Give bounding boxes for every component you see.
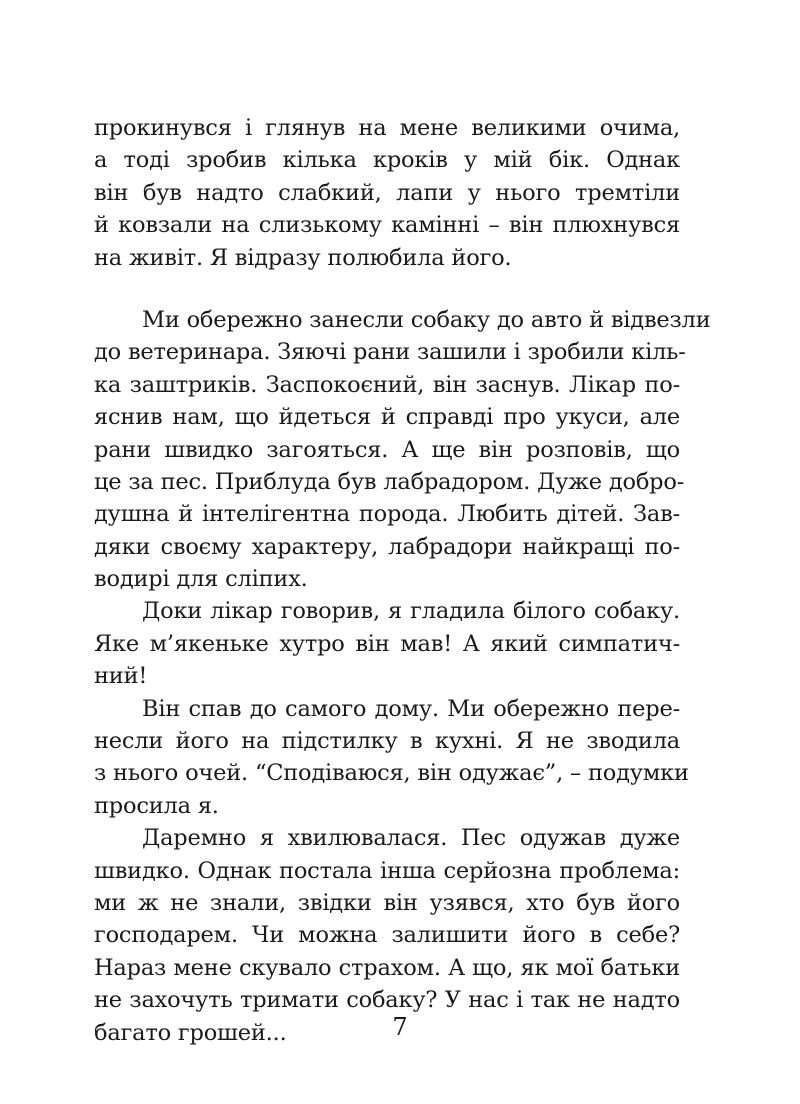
page-number: 7	[392, 1013, 408, 1041]
section-gap	[94, 274, 680, 304]
text-line: Даремно я хвилювалася. Пес одужав дуже	[142, 825, 680, 852]
text-line: прокинувся і глянув на мене великими очима,	[94, 115, 680, 141]
text-line: до ветеринара. Зяючі рани зашили і зробили кіль-	[94, 339, 686, 366]
text-line: він був надто слабкий, лапи у нього тремтіли	[94, 179, 680, 206]
text-line: дяки своєму характеру, лабрадори найкращі по-	[94, 533, 680, 560]
text-line: Ми обережно занесли собаку до авто й відвезли	[142, 306, 711, 333]
text-line: водирі для сліпих.	[94, 566, 308, 593]
paragraph-1	[94, 112, 680, 274]
text-line: Він спав до самого дому. Ми обережно пере-	[142, 695, 680, 722]
text-line: з нього очей. “Сподіваюся, він одужає”, – подумки	[94, 760, 689, 787]
text-line: Яке м’якеньке хутро він мав! А який симпатич-	[94, 630, 680, 657]
paragraph-3	[94, 595, 680, 692]
text-line: Нараз мене скувало страхом. А що, як мої батьки	[94, 954, 680, 981]
text-line: Доки лікар говорив, я гладила білого собаку.	[142, 598, 680, 625]
page-body	[94, 112, 711, 1049]
text-line: а тоді зробив кілька кроків у мій бік. Однак	[94, 147, 680, 174]
text-line: несли його на підстилку в кухні. Я не зводила	[94, 728, 680, 755]
text-line: ний!	[94, 663, 148, 690]
text-line: це за пес. Приблуда був лабрадором. Дуже добро-	[94, 468, 685, 495]
text-line: не захочуть тримати собаку? У нас і так не надто	[94, 987, 680, 1014]
text-line: ка заштриків. Заспокоєний, він заснув. Лікар по-	[94, 371, 680, 398]
text-line: на живіт. Я відразу полюбила його.	[94, 244, 512, 271]
text-line: багато грошей...	[94, 1019, 287, 1046]
paragraph-4	[94, 693, 689, 823]
text-line: рани швидко загояться. А ще він розповів, що	[94, 436, 680, 463]
text-line: просила я.	[94, 792, 219, 819]
text-line: душна й інтелігентна порода. Любить дітей. Зав-	[94, 501, 680, 528]
text-line: яснив нам, що йдеться й справді про укуси, але	[94, 404, 680, 431]
text-line: господарем. Чи можна залишити його в себе?	[94, 922, 680, 949]
paragraph-2	[94, 304, 711, 596]
text-line: швидко. Однак постала інша серйозна проблема:	[94, 857, 680, 884]
text-line: ми ж не знали, звідки він узявся, хто був його	[94, 889, 680, 916]
text-line: й ковзали на слизькому камінні – він плюхнувся	[94, 212, 680, 239]
